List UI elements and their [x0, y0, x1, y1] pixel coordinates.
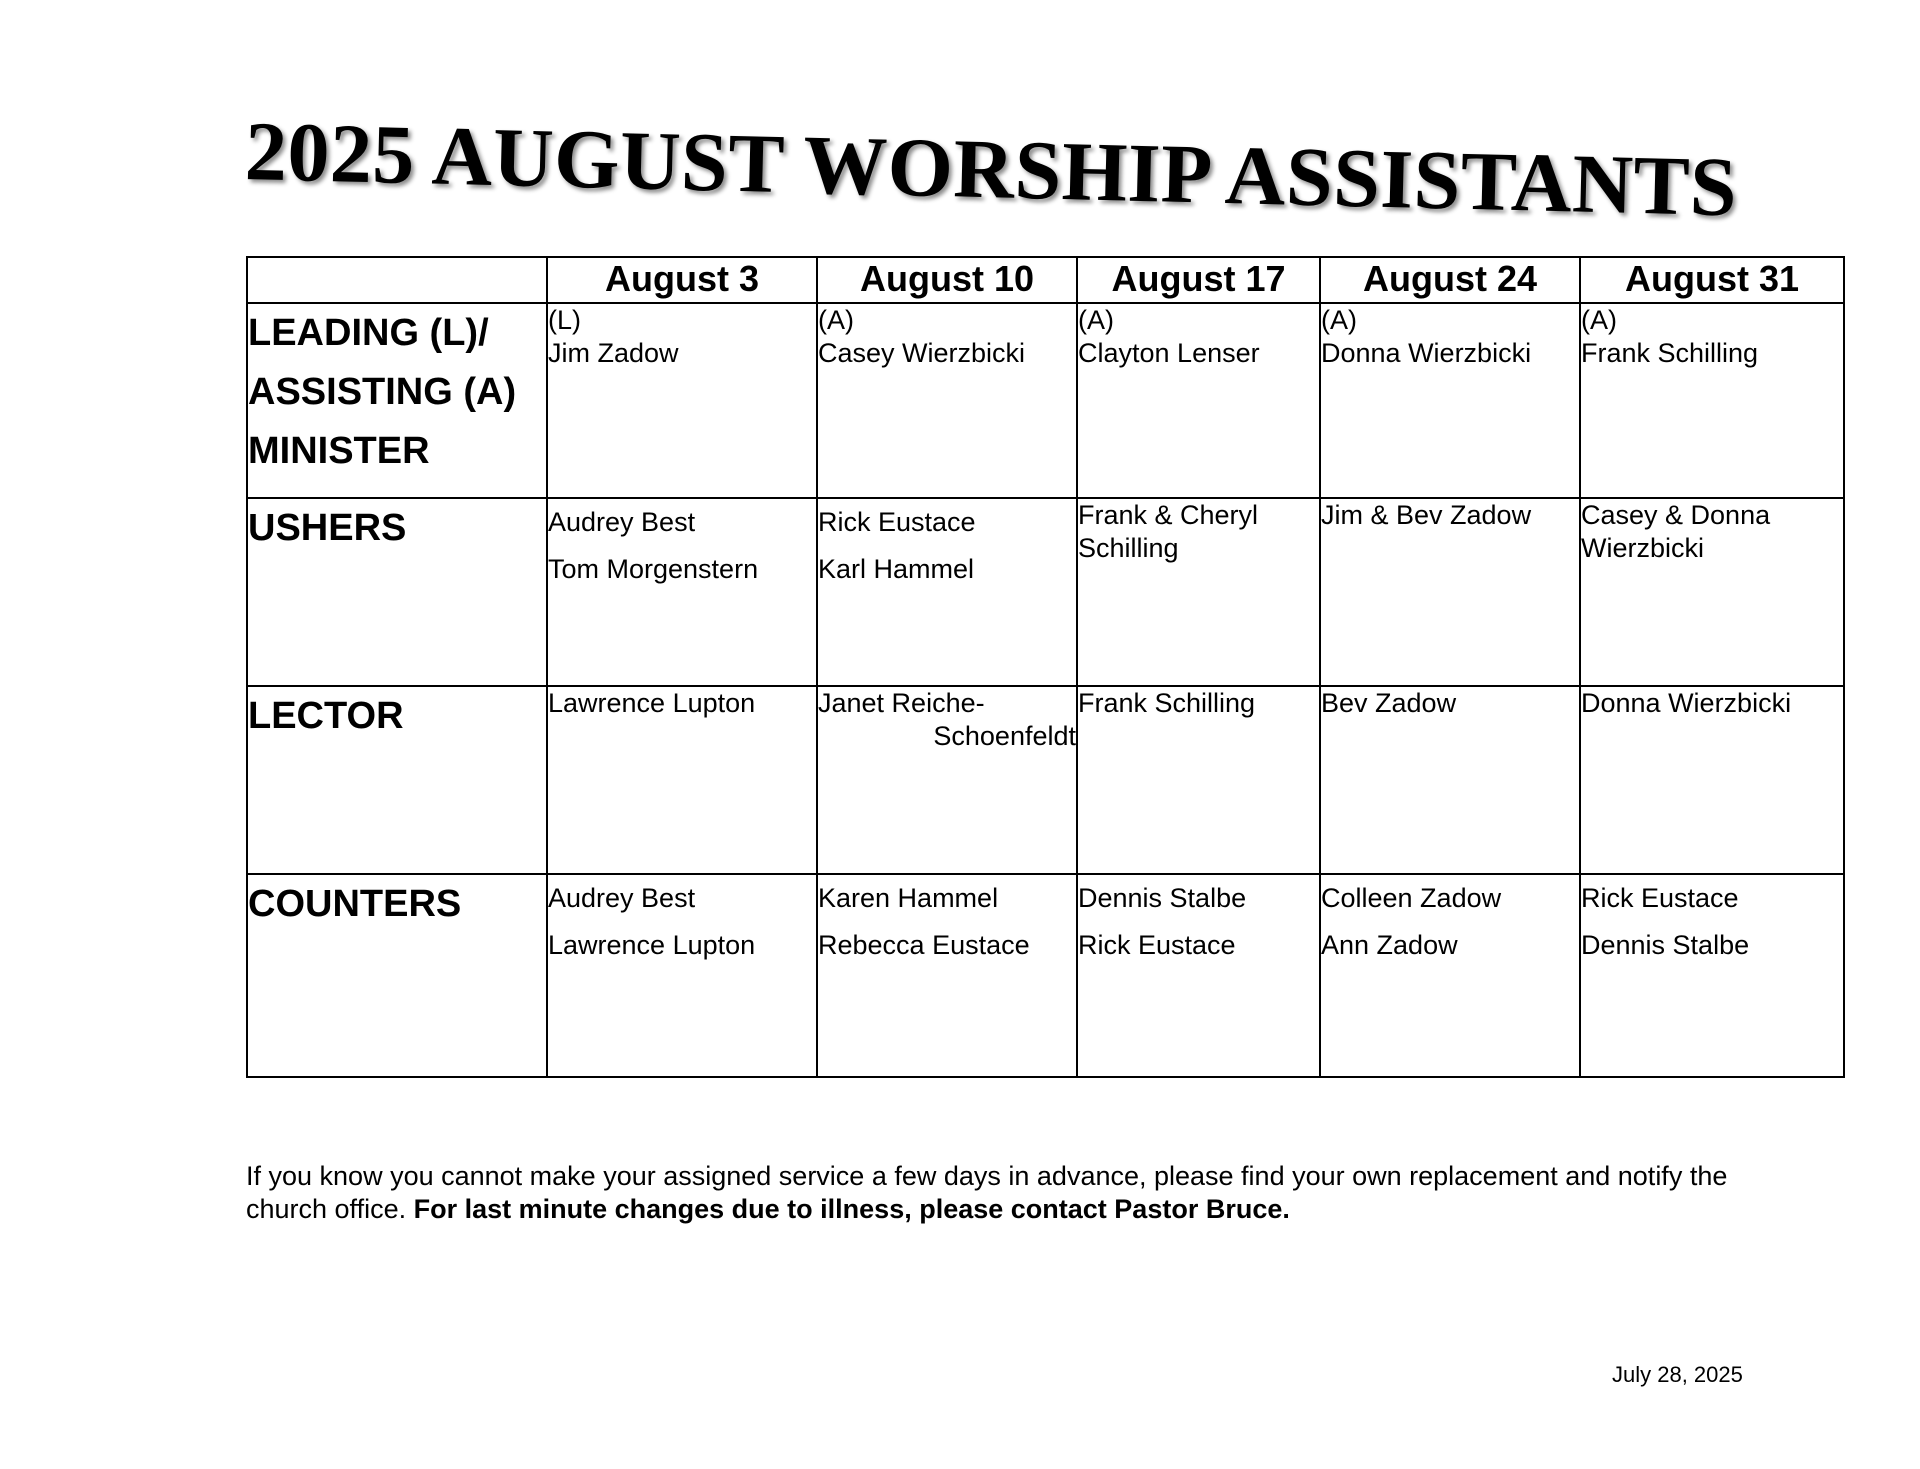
- person-name: Dennis Stalbe: [1581, 930, 1750, 960]
- person-name: Ann Zadow: [1321, 930, 1458, 960]
- person-name: Rebecca Eustace: [818, 930, 1030, 960]
- assignment-cell: [547, 874, 817, 1077]
- assignment-cell: [1320, 303, 1580, 498]
- table-row-leading-minister: [247, 303, 1844, 498]
- role-marker: (A): [1321, 305, 1357, 335]
- table-row-counters: [247, 874, 1844, 1077]
- role-marker: (A): [818, 305, 854, 335]
- person-name: Janet Reiche-: [818, 688, 985, 718]
- role-label: [247, 303, 547, 498]
- person-name: Rick Eustace: [818, 507, 976, 537]
- person-name-continued: Schoenfeldt: [933, 721, 1076, 751]
- person-name: Frank Schilling: [1078, 688, 1256, 718]
- person-name: Tom Morgenstern: [548, 554, 759, 584]
- role-marker: (L): [548, 305, 581, 335]
- role-label: [247, 686, 547, 874]
- assignment-cell: [1320, 686, 1580, 874]
- date-header: August 24: [1320, 257, 1580, 303]
- assignment-cell: [547, 498, 817, 686]
- role-label-line: COUNTERS: [248, 883, 462, 925]
- role-label: [247, 498, 547, 686]
- assignment-cell: [817, 498, 1077, 686]
- person-name: Donna Wierzbicki: [1581, 688, 1792, 718]
- role-label-line: LECTOR: [248, 695, 404, 737]
- person-name: Karl Hammel: [818, 554, 975, 584]
- assignment-cell: [817, 303, 1077, 498]
- assignment-cell: [1077, 498, 1320, 686]
- assignment-cell: [1580, 498, 1844, 686]
- person-name: Lawrence Lupton: [548, 930, 756, 960]
- role-label-line: MINISTER: [248, 430, 430, 472]
- assignment-cell: [1077, 686, 1320, 874]
- person-name: Colleen Zadow: [1321, 883, 1502, 913]
- person-name: Lawrence Lupton: [548, 688, 756, 718]
- person-name: Bev Zadow: [1321, 688, 1457, 718]
- role-marker: (A): [1078, 305, 1114, 335]
- date-header: August 3: [547, 257, 817, 303]
- person-name: Dennis Stalbe: [1078, 883, 1247, 913]
- person-name: Jim & Bev Zadow: [1321, 500, 1532, 530]
- person-name: Casey Wierzbicki: [818, 338, 1026, 368]
- note-text: If you know you cannot make your assigned service a few days in advance, please find your own replacement and notify the church office.: [246, 1161, 1728, 1224]
- role-label-line: LEADING (L)/: [248, 312, 489, 354]
- person-name: Frank & Cheryl Schilling: [1078, 500, 1259, 563]
- corner-cell: [247, 257, 547, 303]
- assignment-cell: [817, 686, 1077, 874]
- person-name: Karen Hammel: [818, 883, 999, 913]
- date-header: August 10: [817, 257, 1077, 303]
- role-label-line: USHERS: [248, 507, 407, 549]
- assignment-cell: [547, 303, 817, 498]
- table-row-lector: [247, 686, 1844, 874]
- person-name: Jim Zadow: [548, 338, 679, 368]
- person-name: Donna Wierzbicki: [1321, 338, 1532, 368]
- assignment-cell: [1320, 874, 1580, 1077]
- role-label: [247, 874, 547, 1077]
- note-bold-text: For last minute changes due to illness, please contact Pastor Bruce.: [413, 1194, 1290, 1224]
- person-name: Casey & Donna Wierzbicki: [1581, 500, 1771, 563]
- person-name: Clayton Lenser: [1078, 338, 1260, 368]
- person-name: Audrey Best: [548, 883, 696, 913]
- assignment-cell: [1077, 303, 1320, 498]
- date-header: August 17: [1077, 257, 1320, 303]
- table-row-ushers: [247, 498, 1844, 686]
- assignment-cell: [547, 686, 817, 874]
- page-title: 2025 AUGUST WORSHIP ASSISTANTS: [243, 105, 1739, 235]
- date-header: August 31: [1580, 257, 1844, 303]
- date-header-row: [247, 257, 1844, 303]
- role-label-line: ASSISTING (A): [248, 371, 517, 413]
- assignment-cell: [1580, 303, 1844, 498]
- person-name: Audrey Best: [548, 507, 696, 537]
- person-name: Frank Schilling: [1581, 338, 1759, 368]
- person-name: Rick Eustace: [1581, 883, 1739, 913]
- document-date: July 28, 2025: [1612, 1362, 1743, 1387]
- assignment-cell: [1320, 498, 1580, 686]
- assignment-cell: [1077, 874, 1320, 1077]
- person-name: Rick Eustace: [1078, 930, 1236, 960]
- assignment-cell: [817, 874, 1077, 1077]
- replacement-note: [246, 1160, 1766, 1226]
- assignment-cell: [1580, 874, 1844, 1077]
- schedule-table: [246, 256, 1845, 1078]
- assignment-cell: [1580, 686, 1844, 874]
- role-marker: (A): [1581, 305, 1617, 335]
